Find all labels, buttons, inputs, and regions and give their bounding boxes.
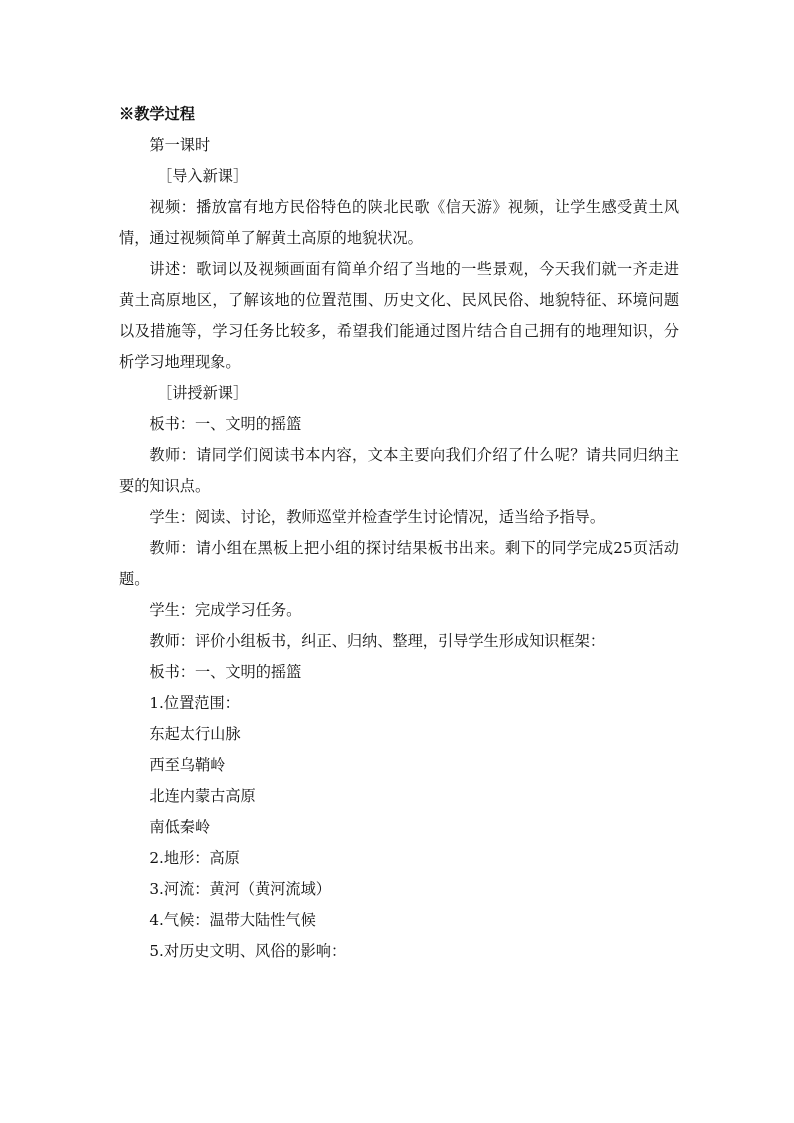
paragraph-board-title: 板书：一、文明的摇篮 bbox=[149, 415, 302, 433]
document-body bbox=[119, 99, 679, 967]
list-item-east: 东起太行山脉 bbox=[149, 725, 241, 743]
list-item-north: 北连内蒙古高原 bbox=[149, 787, 256, 805]
paragraph-new-lesson-label: ［讲授新课］ bbox=[157, 384, 249, 402]
list-item-terrain: 2.地形：高原 bbox=[149, 849, 240, 867]
paragraph-video: 视频：播放富有地方民俗特色的陕北民歌《信天游》视频，让学生感受黄土风情，通过视频简单了解黄土高原的地貌状况。 bbox=[119, 198, 679, 247]
section-heading: ※教学过程 bbox=[119, 105, 195, 123]
list-item-location: 1.位置范围： bbox=[149, 694, 240, 712]
paragraph-narration: 讲述：歌词以及视频画面有简单介绍了当地的一些景观，今天我们就一齐走进黄土高原地区，了解该地的位置范围、历史文化、民风民俗、地貌特征、环境问题以及措施等，学习任务比较多，希望我们能通过图片结合自己拥有的地理知识，分析学习地理现象。 bbox=[119, 260, 679, 371]
paragraph-student-task: 学生：完成学习任务。 bbox=[149, 601, 302, 619]
paragraph-teacher-reading: 教师：请同学们阅读书本内容，文本主要向我们介绍了什么呢？请共同归纳主要的知识点。 bbox=[119, 446, 679, 495]
paragraph-student-discussion: 学生：阅读、讨论，教师巡堂并检查学生讨论情况，适当给予指导。 bbox=[149, 508, 606, 526]
paragraph-board-title-repeat: 板书：一、文明的摇篮 bbox=[149, 663, 302, 681]
paragraph-intro-label: ［导入新课］ bbox=[157, 167, 249, 185]
paragraph-teacher-group: 教师：请小组在黑板上把小组的探讨结果板书出来。剩下的同学完成25页活动题。 bbox=[119, 539, 679, 588]
list-item-river: 3.河流：黄河（黄河流域） bbox=[149, 880, 331, 898]
paragraph-teacher-evaluate: 教师：评价小组板书，纠正、归纳、整理，引导学生形成知识框架： bbox=[149, 632, 606, 650]
list-item-influence: 5.对历史文明、风俗的影响： bbox=[149, 942, 347, 960]
list-item-south: 南低秦岭 bbox=[149, 818, 211, 836]
list-item-climate: 4.气候：温带大陆性气候 bbox=[149, 911, 316, 929]
paragraph-lesson-number: 第一课时 bbox=[149, 136, 211, 154]
list-item-west: 西至乌鞘岭 bbox=[149, 756, 226, 774]
